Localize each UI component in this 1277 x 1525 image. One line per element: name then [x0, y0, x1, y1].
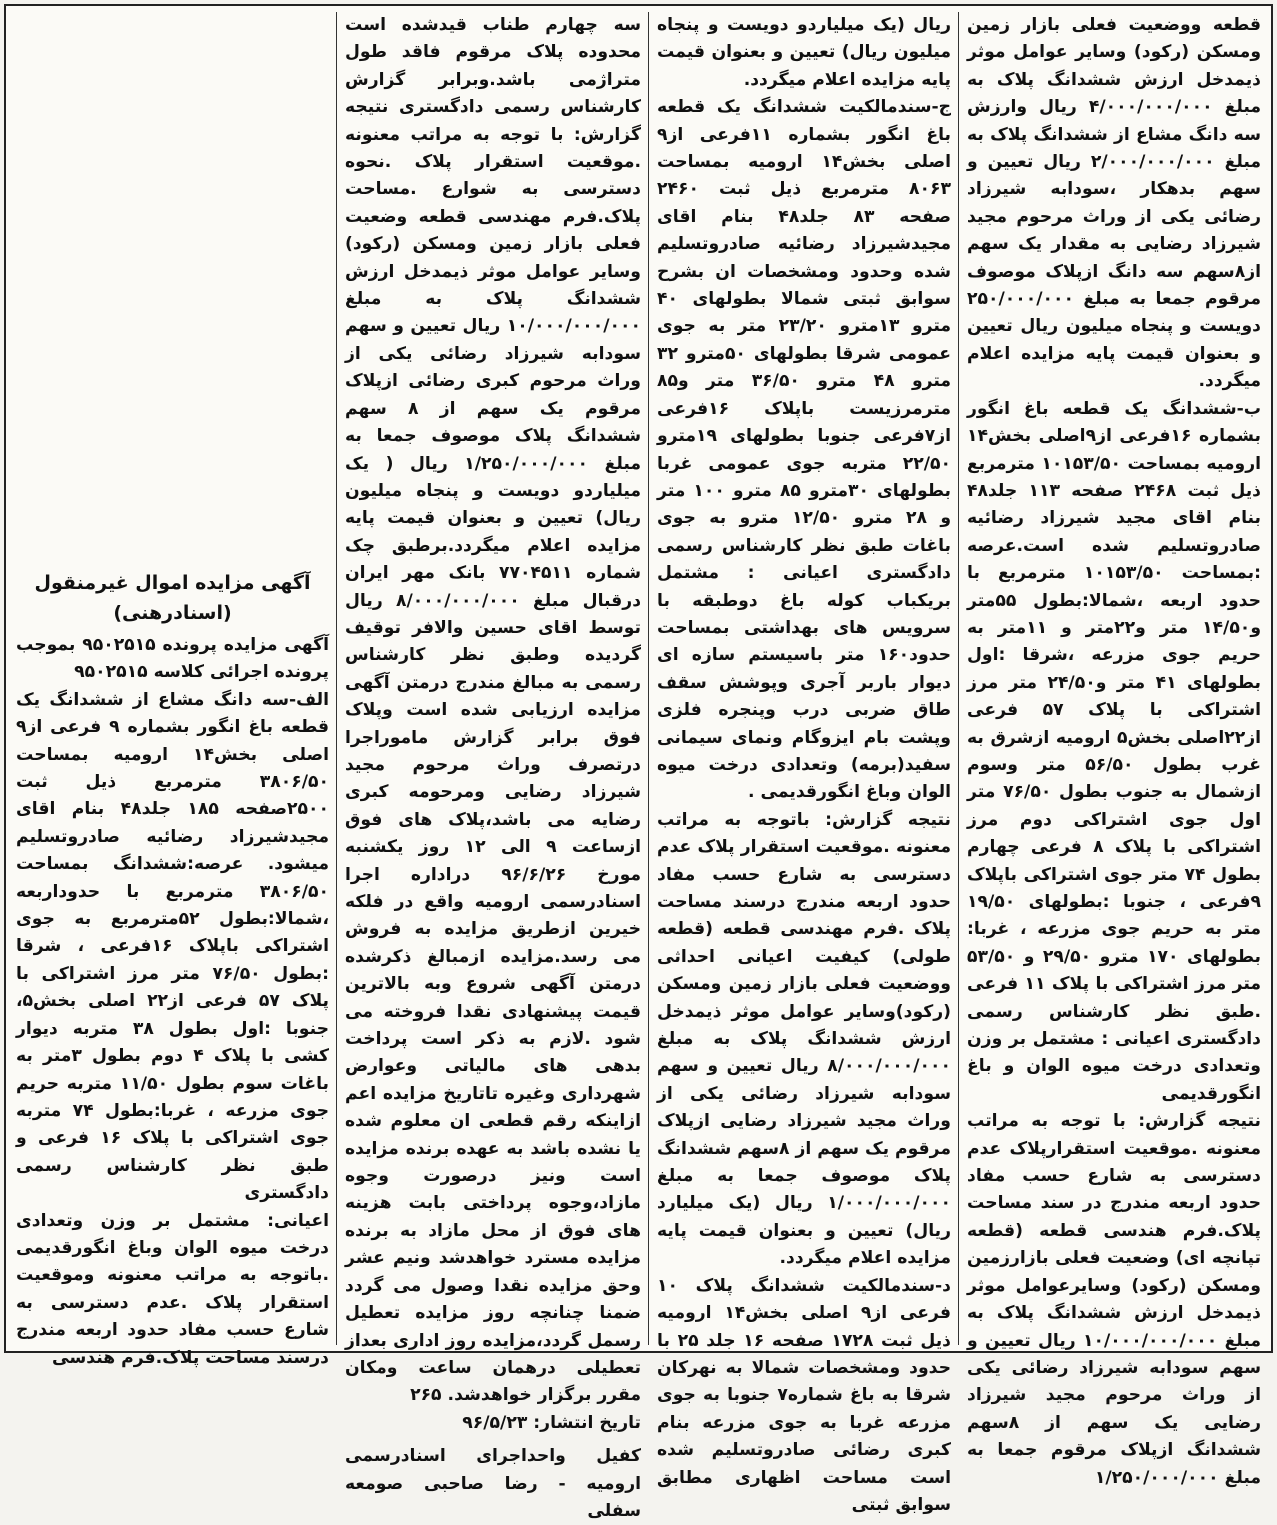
publish-date: تاریخ انتشار: ۹۶/۵/۲۳: [462, 1412, 641, 1433]
column-1: [961, 10, 1267, 1488]
paragraph: د-سندمالکیت ششدانگ پلاک ۱۰ فرعی از۹ اصلی بخش۱۴ ارومیه ذیل ثبت ۱۷۲۸ صفحه ۱۶ جلد ۲۵ با حدود ومشخصات شمالا به نهرکان شرقا به باغ شماره۷ جنوبا به جوی مزرعه غربا به جوی مزرعه بنام کبری رضائی صادروتسلیم شده است مساحت اظهاری مطابق سوابق ثبتی: [657, 1275, 951, 1515]
blank-area: [16, 12, 329, 560]
column-divider: [336, 12, 337, 1345]
paragraph: ب-ششدانگ یک قطعه باغ انگور بشماره ۱۶فرعی از۹اصلی بخش۱۴ ارومیه بمساحت ۱۰۱۵۳/۵۰ مترمربع ذیل ثبت ۲۴۶۸ صفحه ۱۱۳ جلد۴۸ بنام اقای مجید شیرزاد رضائیه صادروتسلیم شده است.عرصه :بمساحت ۱۰۱۵۳/۵۰ مترمربع با حدود اربعه ،شمالا:بطول ۵۵متر و۱۴/۵۰ متر و۲۲متر و ۱۱متر به حریم جوی مزرعه ،شرقا :اول بطولهای ۴۱ متر و۲۴/۵۰ متر مرز اشتراکی با پلاک ۵۷ فرعی از۲۲اصلی بخش۵ ارومیه ازشرق به غرب بطول ۵۶/۵۰ متر وسوم ازشمال به جنوب بطول ۷۶/۵۰ متر اول جوی اشتراکی دوم مرز اشتراکی با پلاک ۸ فرعی چهارم بطول ۷۴ متر جوی اشتراکی باپلاک ۹فرعی ، جنوبا :بطولهای ۱۹/۵۰ متر به حریم جوی مزرعه ، غربا: بطولهای ۱۷۰ مترو ۲۹/۵۰ و ۵۳/۵۰ متر مرز اشتراکی با پلاک ۱۱ فرعی .طبق نظر کارشناس رسمی دادگستری اعیانی : مشتمل بر وزن وتعدادی درخت میوه الوان و باغ انگورقدیمی: [967, 398, 1262, 1104]
paragraph: آگهی مزایده پرونده ۹۵۰۲۵۱۵ بموجب پرونده اجرائی کلاسه ۹۵۰۲۵۱۵: [16, 635, 329, 683]
paragraph: الف-سه دانگ مشاع از ششدانگ یک قطعه باغ انگور بشماره ۹ فرعی از۹ اصلی بخش۱۴ ارومیه بمساحت ۳۸۰۶/۵۰ مترمربع ذیل ثبت ۲۵۰۰صفحه ۱۸۵ جلد۴۸ بنام اقای مجیدشیرزاد رضائیه صادروتسلیم میشود. عرصه:ششدانگ بمساحت ۳۸۰۶/۵۰ مترمربع با حدوداربعه ،شمالا:بطول ۵۲مترمربع به جوی اشتراکی باپلاک ۱۶فرعی ، شرقا :بطول ۷۶/۵۰ متر مرز اشتراکی با پلاک ۵۷ فرعی از۲۲ اصلی بخش۵، جنوبا :اول بطول ۳۸ متربه دیوار کشی با پلاک ۴ دوم بطول ۳متر به باغات سوم بطول ۱۱/۵۰ متربه حریم جوی مزرعه ، غربا:بطول ۷۴ متربه جوی اشتراکی با پلاک ۱۶ فرعی و طبق نظر کارشناس رسمی دادگستری: [16, 689, 330, 1204]
paragraph: اعیانی: مشتمل بر وزن وتعدادی درخت میوه الوان وباغ انگورقدیمی .باتوجه به مراتب معنونه وموقعیت استقرار پلاک .عدم دسترسی به شارع حسب مفاد حدود اربعه مندرج درسند مساحت پلاک.فرم هندسی: [16, 1210, 329, 1368]
notice-title: آگهی مزایده اموال غیرمنقول (اسنادرهنی): [34, 572, 311, 624]
column-divider: [648, 12, 649, 1345]
paragraph: نتیجه گزارش: باتوجه به مراتب معنونه .موقعیت استقرار پلاک عدم دسترسی به شارع حسب مفاد حدود اربعه مندرج درسند مساحت پلاک .فرم مهندسی قطعه (قطعه طولی) کیفیت اعیانی احداثی ووضعیت فعلی بازار زمین ومسکن (رکود)وسایر عوامل موثر ذیمدخل ارزش ششدانگ پلاک به مبلغ ۸/۰۰۰/۰۰۰/۰۰۰ ریال تعیین و سهم سودابه شیرزاد رضائی یکی از وراث مجید شیرزاد رضایی ازپلاک مرقوم یک سهم از ۸سهم ششدانگ پلاک موصوف جمعا به مبلغ ۱/۰۰۰/۰۰۰/۰۰۰ ریال (یک میلیارد ریال) تعیین و بعنوان قیمت پایه مزایده اعلام میگردد.: [657, 809, 951, 1269]
column-divider: [958, 12, 959, 1345]
newspaper-clipping: [4, 4, 1273, 1521]
signature-line: کفیل واحداجرای اسنادرسمی ارومیه - رضا صاحبی صومعه سفلی: [345, 1446, 641, 1521]
column-3: [339, 10, 647, 1521]
column-4: [10, 10, 335, 1368]
paragraph: سه چهارم طناب قیدشده است محدوده پلاک مرقوم فاقد طول متراژمی باشد.وبرابر گزارش کارشناس رسمی دادگستری نتیجه گزارش: با توجه به مراتب معنونه .موقعیت استقرار پلاک .نحوه دسترسی به شوارع .مساحت پلاک.فرم مهندسی قطعه وضعیت فعلی بازار زمین ومسکن (رکود) وسایر عوامل موثر ذیمدخل ارزش ششدانگ پلاک به مبلغ ۱۰/۰۰۰/۰۰۰/۰۰۰ ریال تعیین و سهم سودابه شیرزاد رضائی یکی از وراث مرحوم کبری رضائی ازپلاک مرقوم یک سهم از ۸ سهم ششدانگ پلاک موصوف جمعا به مبلغ ۱/۲۵۰/۰۰۰/۰۰۰ ریال ( یک میلیاردو دویست و پنجاه میلیون ریال) تعیین و بعنوان قیمت پایه مزایده اعلام میگردد.برطبق چک شماره ۷۷۰۴۵۱۱ بانک مهر ایران درقبال مبلغ ۸/۰۰۰/۰۰۰/۰۰۰ ریال توسط اقای حسین والافر توقیف گردیده وطبق نظر کارشناس رسمی به مبالغ مندرج درمتن آگهی مزایده ارزیابی شده است وپلاک فوق برابر گزارش ماموراجرا درتصرف وراث مرحوم مجید شیرزاد رضایی ومرحومه کبری رضایه می باشد،پلاک های فوق ازساعت ۹ الی ۱۲ روز یکشنبه مورخ ۹۶/۶/۲۶ دراداره اجرا اسنادرسمی ارومیه واقع در فلکه خیرین ازطریق مزایده به فروش می رسد.مزایده ازمبالغ ذکرشده درمتن آگهی شروع وبه بالاترین قیمت پیشنهادی نقدا فروخته می شود .لازم به ذکر است پرداخت بدهی های مالیاتی وعوارض شهرداری وغیره تاتاریخ مزایده اعم ازاینکه رقم قطعی ان معلوم شده یا نشده باشد به عهده برنده مزایده است ونیز درصورت وجوه مازاد،وجوه پرداختی بابت هزینه های فوق از محل مازاد به برنده مزایده مسترد خواهدشد ونیم عشر وحق مزایده نقدا وصول می گردد ضمنا چنانچه روز مزایده تعطیل رسمل گردد،مزایده روز اداری بعداز تعطیلی درهمان ساعت ومکان مقرر برگزار خواهدشد. ۲۶۵: [345, 15, 642, 1406]
column-2: [651, 10, 957, 1515]
paragraph: نتیجه گزارش: با توجه به مراتب معنونه .موقعیت استقرارپلاک عدم دسترسی به شارع حسب مفاد حدود اربعه مندرج در سند مساحت پلاک.فرم هندسی قطعه (قطعه تپانچه ای) وضعیت فعلی بازارزمین ومسکن (رکود) وسایرعوامل موثر ذیمدخل ارزش ششدانگ پلاک به مبلغ ۱۰/۰۰۰/۰۰۰/۰۰۰ ریال تعیین و سهم سودابه شیرزاد رضائی یکی از وراث مرحوم مجید شیرزاد رضایی یک سهم از ۸سهم ششدانگ ازپلاک مرقوم جمعا به مبلغ ۱/۲۵۰/۰۰۰/۰۰۰: [967, 1111, 1261, 1488]
paragraph: ج-سندمالکیت ششدانگ یک قطعه باغ انگور بشماره ۱۱فرعی از۹ اصلی بخش۱۴ ارومیه بمساحت ۸۰۶۳ مترمربع ذیل ثبت ۲۴۶۰ صفحه ۸۳ جلد۴۸ بنام اقای مجیدشیرزاد رضائیه صادروتسلیم شده وحدود ومشخصات ان بشرح سوابق ثبتی شمالا بطولهای ۴۰ مترو ۱۳مترو ۲۳/۲۰ متر به جوی عمومی شرقا بطولهای ۵۰مترو ۳۲ مترو ۴۸ مترو ۳۶/۵۰ متر و۸۵ مترمرزیست باپلاک ۱۶فرعی از۷فرعی جنوبا بطولهای ۱۹مترو ۲۲/۵۰ متربه جوی عمومی غربا بطولهای ۳۰مترو ۸۵ مترو ۱۰۰ متر و ۲۸ مترو ۱۲/۵۰ مترو به جوی باغات طبق نظر کارشناس رسمی دادگستری اعیانی : مشتمل بریکباب کوله باغ دوطبقه با سرویس های بهداشتی بمساحت حدود۱۶۰ متر باسیستم سازه ای دیوار باربر آجری وپوشش سقف طاق ضربی درب وپنجره فلزی وپشت بام ایزوگام ونمای سیمانی سفید(برمه) وتعدادی درخت میوه الوان وباغ انگورقدیمی .: [657, 97, 952, 803]
paragraph: ریال (یک میلیاردو دویست و پنجاه میلیون ریال) تعیین و بعنوان قیمت پایه مزایده اعلام میگردد.: [657, 15, 951, 90]
paragraph: قطعه ووضعیت فعلی بازار زمین ومسکن (رکود) وسایر عوامل موثر ذیمدخل ارزش ششدانگ پلاک به مبلغ ۴/۰۰۰/۰۰۰/۰۰۰ ریال وارزش سه دانگ مشاع از ششدانگ پلاک به مبلغ ۲/۰۰۰/۰۰۰/۰۰۰ ریال تعیین و سهم بدهکار ،سودابه شیرزاد رضائی یکی از وراث مرحوم مجید شیرزاد رضایی به مقدار یک سهم از۸سهم سه دانگ ازپلاک موصوف مرقوم جمعا به مبلغ ۲۵۰/۰۰۰/۰۰۰ دویست و پنجاه میلیون ریال تعیین و بعنوان قیمت پایه مزایده اعلام میگردد.: [967, 15, 1262, 392]
